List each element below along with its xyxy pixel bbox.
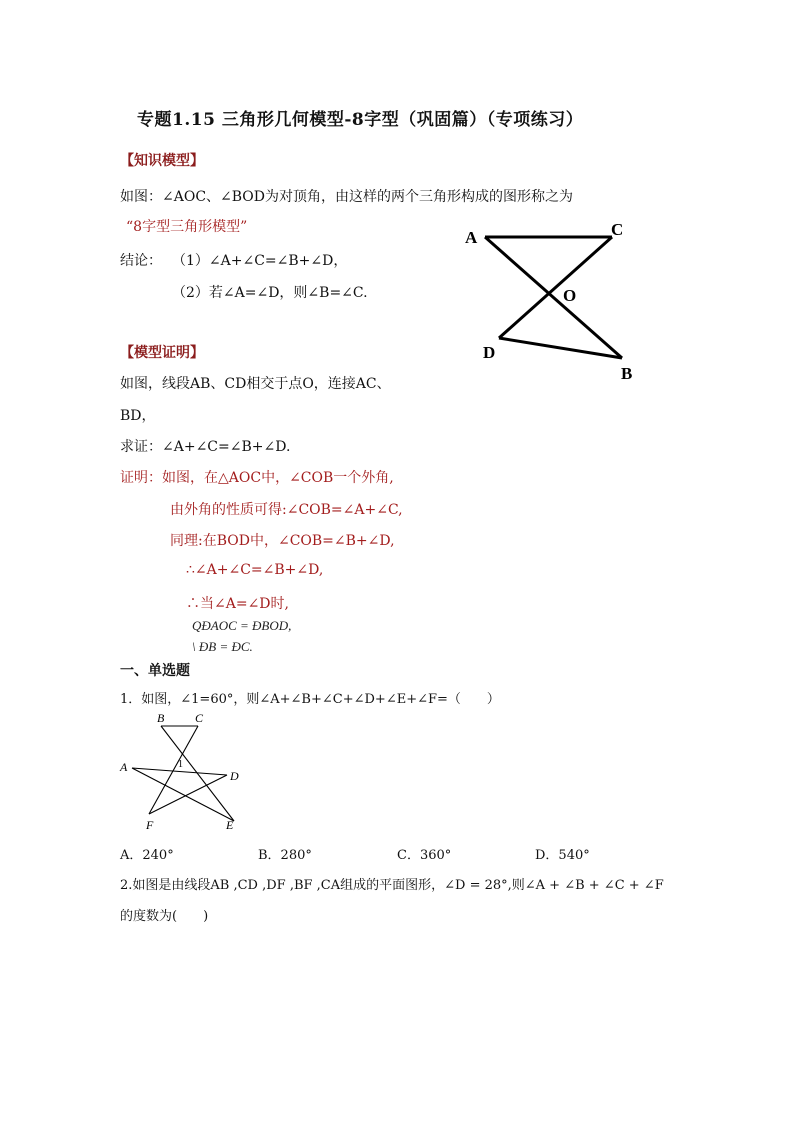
- proof-line-6: QÐAOC = ÐBOD,: [192, 618, 292, 633]
- conclusion-2: （2）若∠A=∠D，则∠B=∠C.: [172, 285, 368, 301]
- option-b[interactable]: B．280°: [258, 848, 312, 863]
- proof-heading: 【模型证明】: [120, 345, 204, 361]
- label-d: D: [483, 343, 496, 362]
- label-a: A: [465, 228, 478, 247]
- eight-shape-figure: [455, 215, 655, 390]
- option-d[interactable]: D．540°: [535, 848, 590, 863]
- star-label-b: B: [157, 711, 165, 725]
- knowledge-line-1: 如图：∠AOC、∠BOD为对顶角，由这样的两个三角形构成的图形称之为: [120, 189, 574, 205]
- conclusion-label: 结论：: [120, 253, 162, 269]
- page-title: 专题1.15 三角形几何模型-8字型（巩固篇）（专项练习）: [137, 110, 584, 130]
- star-label-e: E: [226, 818, 234, 832]
- proof-line-4: ∴∠A+∠C=∠B+∠D,: [186, 562, 324, 578]
- label-b: B: [621, 364, 633, 383]
- option-a[interactable]: A．240°: [120, 848, 174, 863]
- question-2-line-2: 的度数为( ): [120, 909, 209, 924]
- proof-goal: 求证：∠A+∠C=∠B+∠D.: [120, 439, 291, 455]
- option-c[interactable]: C．360°: [397, 848, 452, 863]
- star-figure: [115, 708, 250, 838]
- knowledge-line-2: “8字型三角形模型”: [126, 219, 248, 235]
- star-label-c: C: [195, 711, 204, 725]
- star-label-d: D: [230, 769, 239, 783]
- star-label-1: 1: [178, 759, 183, 770]
- section-single-choice: 一、单选题: [120, 663, 190, 679]
- segment-df: [149, 775, 227, 814]
- question-2-line-1: 2.如图是由线段AB ,CD ,DF ,BF ,CA组成的平面图形，∠D = 28°,则∠A + ∠B + ∠C + ∠F: [120, 878, 664, 893]
- proof-line-1: 证明：如图，在△AOC中，∠COB一个外角,: [120, 470, 394, 486]
- segment-ae: [132, 768, 234, 821]
- proof-line-7: \ ÐB = ÐC.: [192, 639, 253, 654]
- knowledge-heading: 【知识模型】: [120, 153, 204, 169]
- proof-line-2: 由外角的性质可得:∠COB=∠A+∠C,: [170, 502, 403, 518]
- label-c: C: [611, 220, 624, 239]
- segment-cd: [499, 237, 612, 338]
- proof-line-3: 同理:在BOD中，∠COB=∠B+∠D,: [170, 533, 395, 549]
- label-o: O: [563, 286, 577, 305]
- star-label-f: F: [146, 818, 154, 832]
- proof-setup-2: BD，: [120, 408, 156, 424]
- star-label-a: A: [120, 760, 128, 774]
- proof-setup-1: 如图，线段AB、CD相交于点O，连接AC、: [120, 376, 391, 392]
- question-1-text: 1．如图，∠1=60°，则∠A+∠B+∠C+∠D+∠E+∠F=（ ）: [120, 692, 500, 707]
- proof-line-5: ∴当∠A=∠D时,: [186, 596, 289, 612]
- conclusion-1: （1）∠A+∠C=∠B+∠D，: [172, 253, 348, 269]
